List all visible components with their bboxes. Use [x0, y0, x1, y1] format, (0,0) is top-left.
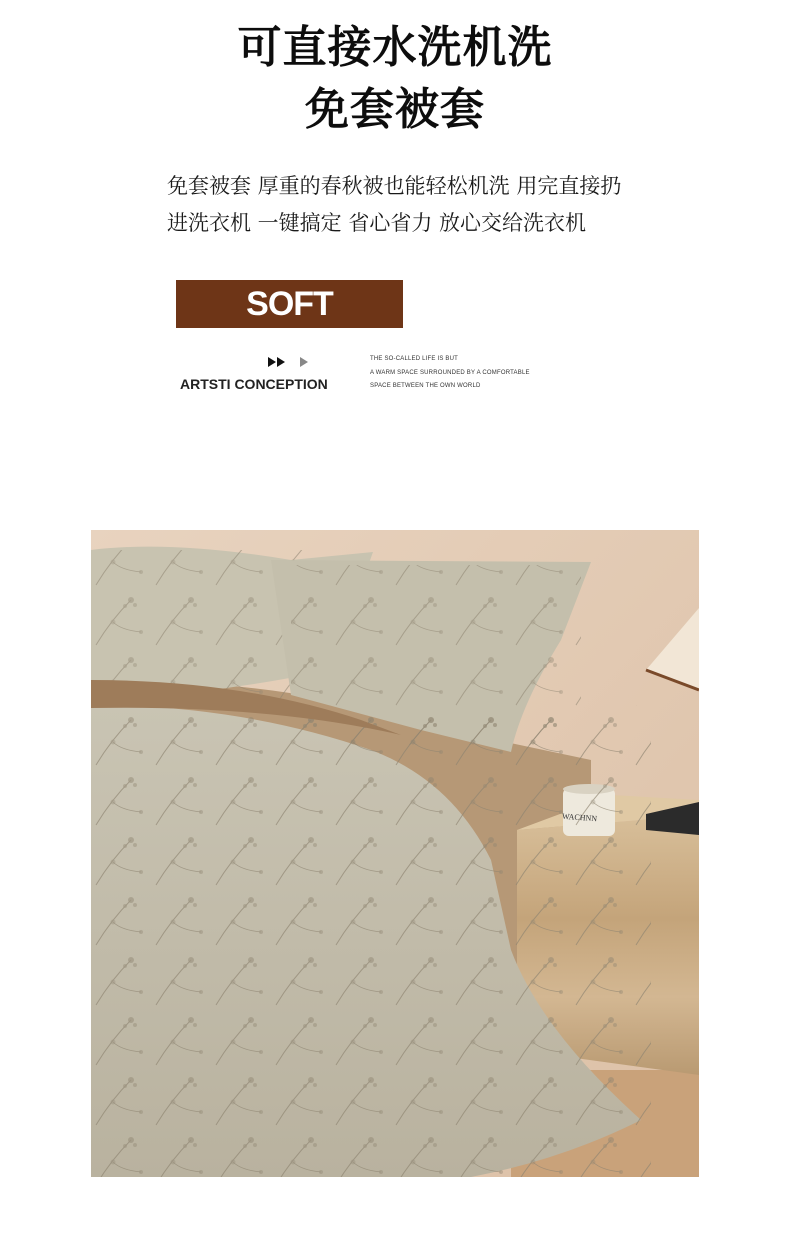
soft-banner [176, 280, 403, 328]
tagline-line-2: A WARM SPACE SURROUNDED BY A COMFORTABLE [370, 370, 530, 376]
soft-banner-label: SOFT [246, 285, 333, 323]
tagline-line-3: SPACE BETWEEN THE OWN WORLD [370, 383, 481, 389]
headline-line-1: 可直接水洗机洗 [237, 22, 553, 73]
headline-line-2: 免套被套 [305, 84, 485, 135]
description-line-2: 进洗衣机 一键搞定 省心省力 放心交给洗衣机 [167, 211, 587, 235]
double-play-arrow-icon [268, 357, 285, 367]
bedroom-bedding-photo [91, 530, 699, 1177]
arrow-icons [268, 353, 318, 365]
description-line-1: 免套被套 厚重的春秋被也能轻松机洗 用完直接扔 [167, 174, 622, 198]
tagline-line-1: THE SO-CALLED LIFE IS BUT [370, 356, 459, 362]
play-arrow-icon [300, 357, 308, 367]
brand-name: ARTSTI CONCEPTION [180, 376, 328, 392]
mug-label: WACHNN [561, 811, 598, 824]
